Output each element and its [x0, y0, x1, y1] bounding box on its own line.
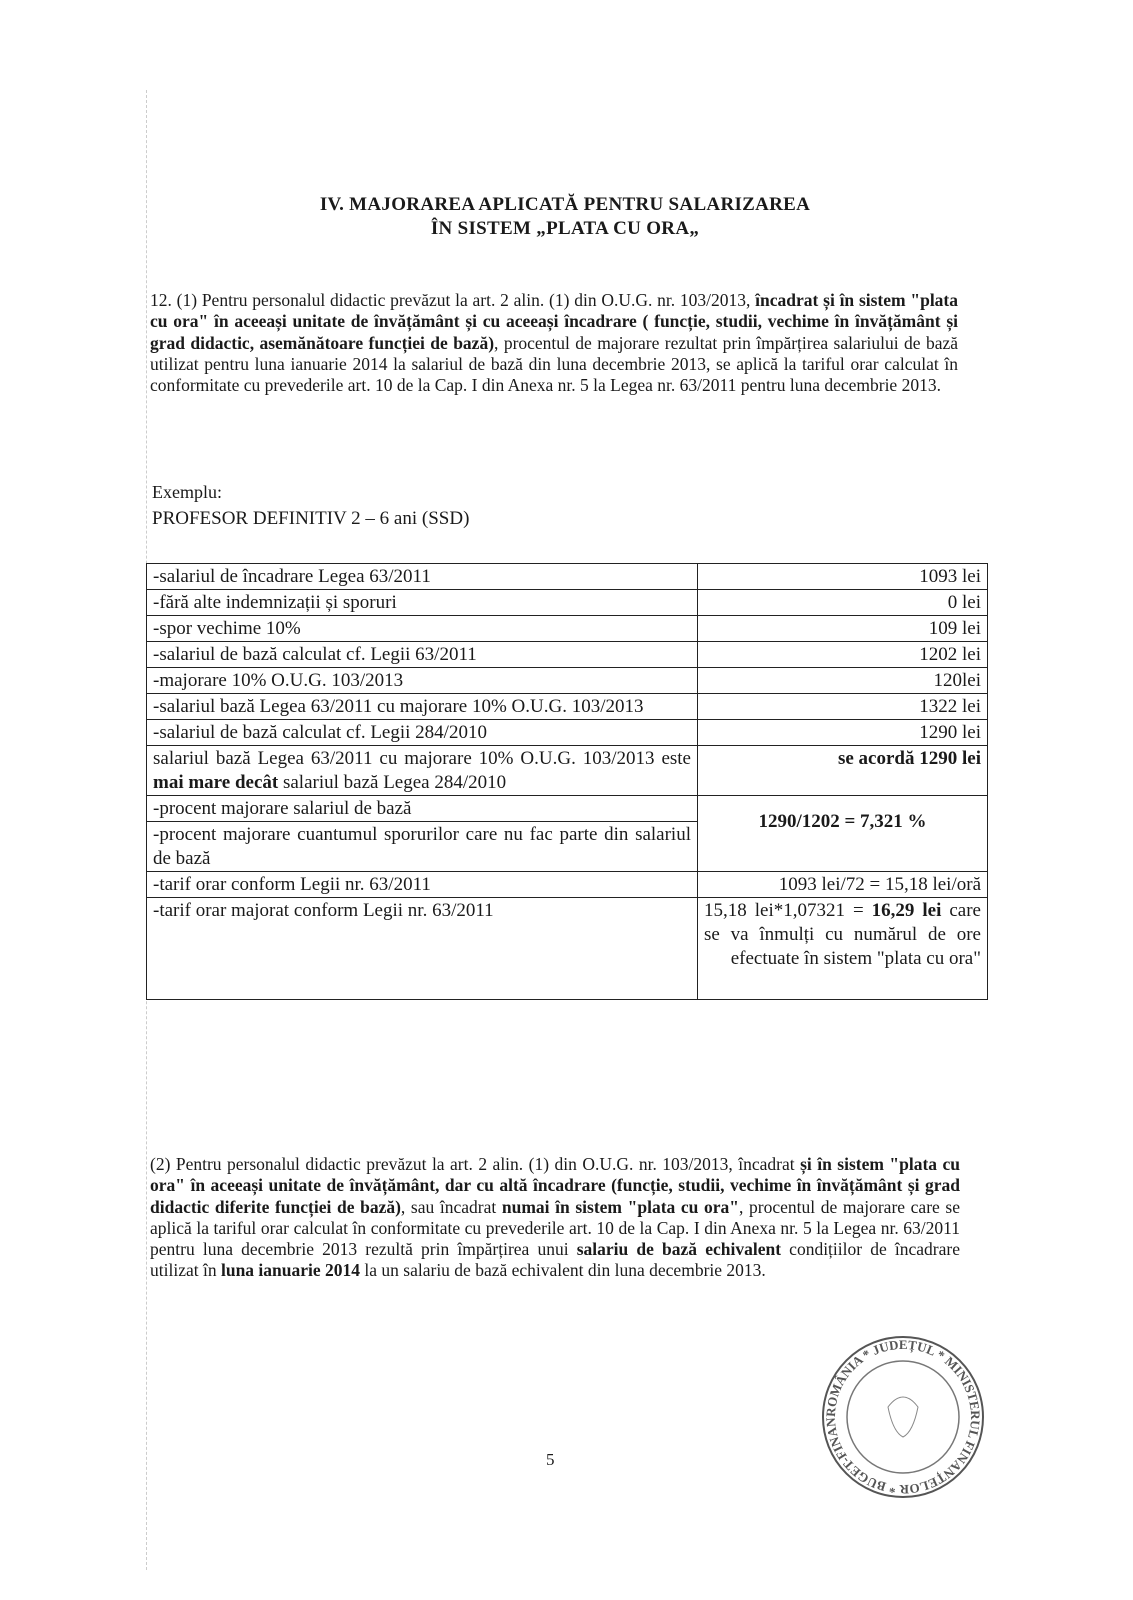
row-value: 1093 lei — [698, 564, 988, 590]
row-value: 120lei — [698, 668, 988, 694]
bold-text-segment: numai în sistem "plata cu ora" — [501, 1196, 740, 1217]
text-segment: condițiilor de încadrare utilizat în — [150, 1239, 960, 1281]
row-value: 1322 lei — [698, 694, 988, 720]
row-label: -majorare 10% O.U.G. 103/2013 — [147, 668, 698, 694]
value-part: care se va înmulți cu numărul de ore efectuate în sistem "plata cu ora" — [704, 900, 981, 969]
value-part: 1290 lei — [919, 748, 981, 769]
section-title — [150, 193, 980, 241]
value-part: se acordă — [837, 748, 920, 769]
row-label: -salariul bază Legea 63/2011 cu majorare 10% O.U.G. 103/2013 — [147, 694, 698, 720]
label-part: salariul bază Legea 284/2010 — [278, 772, 507, 793]
row-label: -salariul de încadrare Legea 63/2011 — [147, 564, 698, 590]
row-value: 1093 lei/72 = 15,18 lei/oră — [698, 872, 988, 898]
row-value — [698, 898, 988, 1000]
table-row — [147, 564, 988, 590]
paragraph-2 — [150, 1154, 960, 1282]
row-label: -procent majorare cuantumul sporurilor care nu fac parte din salariul de bază — [147, 822, 698, 872]
table-row — [147, 720, 988, 746]
text-segment: 12. (1) Pentru personalul didactic prevăzut la art. 2 alin. (1) din O.U.G. nr. 103/2013, — [150, 290, 756, 310]
svg-text:ROMÂNIA * JUDEȚUL * MINISTERUL: ROMÂNIA * JUDEȚUL * MINISTERUL FINANȚELOR * BUGET-FINAN — [822, 1336, 984, 1498]
bold-text-segment: și în sistem "plata cu ora" în aceeași unitate de învățământ, dar cu altă încadrare (funcție, studii, vechime în învățământ și grad didactic diferite funcției de bază) — [150, 1154, 961, 1217]
salary-calculation-table — [146, 563, 988, 1000]
row-value: 0 lei — [698, 590, 988, 616]
section-title-line1: IV. MAJORAREA APLICATĂ PENTRU SALARIZAREA — [319, 194, 811, 215]
table-row — [147, 616, 988, 642]
bold-text-segment: salariu de bază echivalent — [576, 1239, 782, 1260]
page-number: 5 — [546, 1450, 555, 1469]
table-row — [147, 590, 988, 616]
bold-text-segment: luna ianuarie 2014 — [220, 1260, 361, 1281]
text-segment: (2) Pentru personalul didactic prevăzut la art. 2 alin. (1) din O.U.G. nr. 103/2013, încadrat — [150, 1154, 801, 1174]
row-value: 1290/1202 = 7,321 % — [698, 810, 988, 860]
row-label: -tarif orar conform Legii nr. 63/2011 — [147, 872, 698, 898]
stamp-seal-icon — [818, 1332, 988, 1502]
table-row — [147, 822, 988, 872]
table-row — [147, 746, 988, 796]
value-part: 15,18 lei*1,07321 = — [704, 900, 872, 921]
section-title-line2: ÎN SISTEM „PLATA CU ORA„ — [430, 218, 700, 239]
value-part-bold: 16,29 lei — [871, 900, 942, 921]
paragraph-1 — [150, 290, 958, 396]
row-label: -salariul de bază calculat cf. Legii 63/2011 — [147, 642, 698, 668]
row-value: 109 lei — [698, 616, 988, 642]
example-heading: PROFESOR DEFINITIV 2 – 6 ani (SSD) — [152, 508, 470, 529]
table-row — [147, 872, 988, 898]
text-segment: , sau încadrat — [400, 1196, 502, 1217]
label-part-bold: mai mare decât — [153, 772, 279, 793]
table-row — [147, 694, 988, 720]
row-label: -tarif orar majorat conform Legii nr. 63/2011 — [147, 898, 698, 1000]
row-label: -spor vechime 10% — [147, 616, 698, 642]
row-value: 1290 lei — [698, 720, 988, 746]
row-label: -fără alte indemnizații și sporuri — [147, 590, 698, 616]
table-row — [147, 898, 988, 1000]
table-row — [147, 642, 988, 668]
text-segment: , procentul de majorare rezultat prin împărțirea salariului de bază utilizat pentru luna ianuarie 2014 la salariul de bază din luna decembrie 2013, se aplică la tariful orar calculat în conformitate cu prevederile art. 10 de la Cap. I din Anexa nr. 5 la Legea nr. 63/2011 pentru luna decembrie 2013. — [150, 332, 958, 396]
row-label — [147, 746, 698, 796]
example-label: Exemplu: — [152, 482, 222, 502]
official-stamp — [818, 1332, 988, 1502]
row-value — [698, 746, 988, 796]
text-segment: , procentul de majorare care se aplică la tariful orar calculat în conformitate cu prevederile art. 10 de la Cap. I din Anexa nr. 5 la Legea nr. 63/2011 pentru luna decembrie 2013 rezultă prin împărțirea unui — [150, 1196, 960, 1260]
row-label: -salariul de bază calculat cf. Legii 284/2010 — [147, 720, 698, 746]
table-row — [147, 668, 988, 694]
bold-text-segment: încadrat și în sistem "plata cu ora" în aceeași unitate de învățământ și cu aceeași încadrare ( funcție, studii, vechime în învățământ și grad didactic, asemănătoare funcției de bază) — [150, 290, 959, 353]
text-segment: la un salariu de bază echivalent din luna decembrie 2013. — [360, 1260, 766, 1281]
label-part: salariul bază Legea 63/2011 cu majorare 10% O.U.G. 103/2013 este — [153, 748, 691, 769]
row-label: -procent majorare salariul de bază — [147, 796, 698, 822]
row-value: 1202 lei — [698, 642, 988, 668]
